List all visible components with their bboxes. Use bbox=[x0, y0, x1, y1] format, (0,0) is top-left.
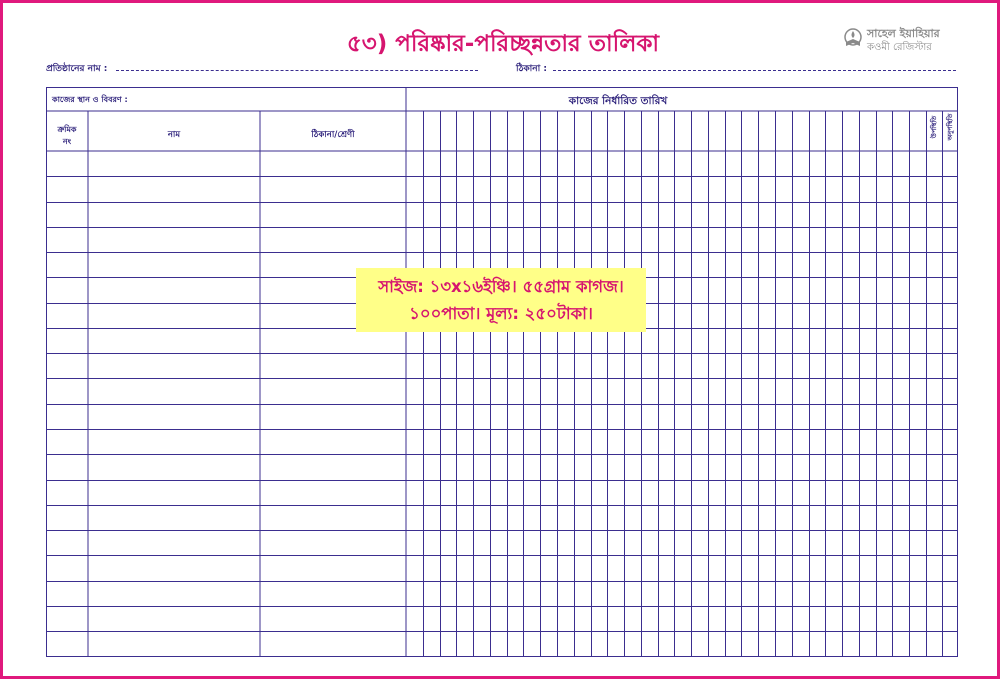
work-place-label: কাজের স্থান ও বিবরণ : bbox=[52, 95, 128, 104]
table-row[interactable] bbox=[47, 455, 957, 478]
serial-header-line2: নং bbox=[62, 137, 72, 146]
notice-line-1: সাইজ: ১৩x১৬ইঞ্চি। ৫৫গ্রাম কাগজ। bbox=[378, 277, 624, 296]
table-row[interactable] bbox=[47, 379, 957, 402]
table-row[interactable] bbox=[47, 481, 957, 504]
presence-header: উপস্থিতি bbox=[930, 115, 938, 139]
table-row[interactable] bbox=[47, 228, 957, 251]
table-row[interactable] bbox=[47, 203, 957, 226]
table-row[interactable] bbox=[47, 354, 957, 377]
table-row[interactable] bbox=[47, 177, 957, 200]
table-row[interactable] bbox=[47, 405, 957, 428]
institution-name-label: প্রতিষ্ঠানের নাম : bbox=[46, 64, 108, 74]
table-row[interactable] bbox=[47, 556, 957, 579]
absence-header: অনুপস্থিতি bbox=[946, 113, 954, 141]
address-field[interactable] bbox=[553, 70, 956, 71]
table-row[interactable] bbox=[47, 607, 957, 630]
lamp-book-icon bbox=[843, 27, 863, 49]
table-row[interactable] bbox=[47, 632, 957, 655]
publisher-logo bbox=[843, 25, 963, 55]
table-row[interactable] bbox=[47, 329, 957, 352]
dates-header: কাজের নির্ধারিত তারিখ bbox=[568, 95, 668, 107]
logo-line-2: কওমী রেজিস্টার bbox=[867, 42, 932, 53]
address-class-header: ঠিকানা/শ্রেণী bbox=[311, 130, 355, 140]
table-row[interactable] bbox=[47, 531, 957, 554]
cleanliness-register-table bbox=[46, 87, 958, 657]
address-label: ঠিকানা : bbox=[516, 64, 548, 74]
notice-line-2: ১০০পাতা। মূল্য: ২৫০টাকা। bbox=[409, 304, 593, 323]
table-row[interactable] bbox=[47, 506, 957, 529]
serial-header-line1: ক্রমিক bbox=[57, 125, 77, 134]
name-header: নাম bbox=[167, 130, 181, 140]
page-title: ৫৩) পরিষ্কার-পরিচ্ছন্নতার তালিকা bbox=[346, 31, 660, 57]
logo-line-1: সাহেল ইয়াহিয়ার bbox=[867, 27, 940, 40]
table-row[interactable] bbox=[47, 582, 957, 605]
table-row[interactable] bbox=[47, 430, 957, 453]
price-notice bbox=[356, 268, 646, 332]
institution-name-field[interactable] bbox=[116, 70, 478, 71]
table-row[interactable] bbox=[47, 152, 957, 175]
